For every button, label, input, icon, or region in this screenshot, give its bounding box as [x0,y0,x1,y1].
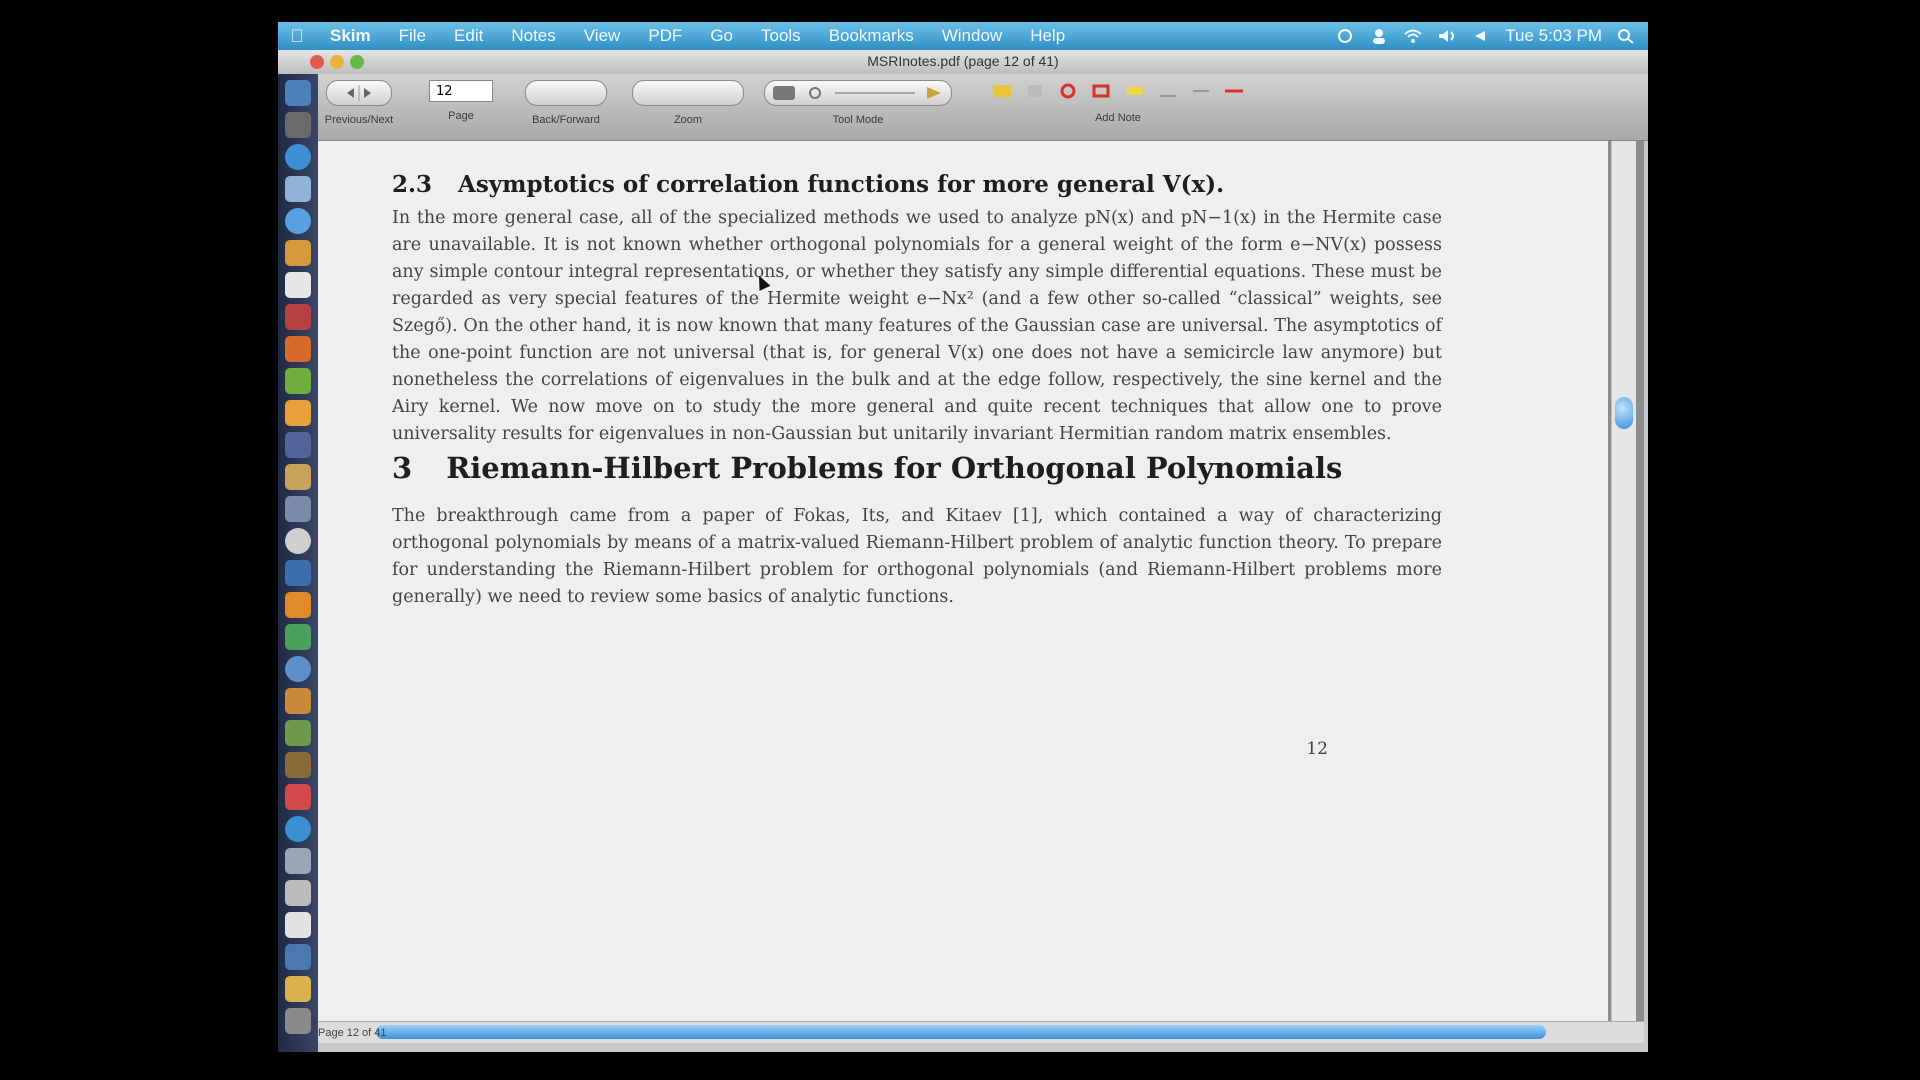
back-forward-label: Back/Forward [532,114,600,126]
menubar-clock[interactable]: Tue 5:03 PM [1505,26,1602,45]
trash-icon[interactable] [285,1008,311,1034]
battery-icon[interactable] [1471,28,1491,44]
app-icon[interactable] [285,656,311,682]
menu-pdf[interactable]: PDF [648,26,683,45]
window-title: MSRInotes.pdf (page 12 of 41) [867,53,1059,69]
app-icon[interactable] [285,112,311,138]
circle-note-icon[interactable] [1057,83,1079,99]
safari-icon[interactable] [285,144,311,170]
pdf-view[interactable] [318,141,1644,1042]
horizontal-scroll-thumb[interactable] [376,1025,1546,1039]
status-menus [1335,26,1648,46]
zoom-control[interactable] [632,80,744,106]
page-number: 12 [1306,739,1328,759]
volume-icon[interactable] [1437,28,1457,44]
app-icon[interactable] [285,784,311,810]
page-label: Page [448,110,474,122]
text-note-icon[interactable] [991,83,1013,99]
app-icon[interactable] [285,976,311,1002]
app-icon[interactable] [285,880,311,906]
screen [278,22,1648,1052]
status-bar-text: Page 12 of 41 [318,1027,387,1039]
finder-icon[interactable] [285,80,311,106]
section-heading [392,171,1224,198]
underline-note-icon[interactable] [1157,83,1179,99]
section-title: Asymptotics of correlation functions for more general V(x). [458,171,1225,198]
section-title: Riemann-Hilbert Problems for Orthogonal Polynomials [446,451,1343,485]
menu-tools[interactable]: Tools [761,26,801,45]
strikeout-note-icon[interactable] [1190,83,1212,99]
app-icon[interactable] [285,464,311,490]
back-forward-group [510,80,622,126]
vertical-scrollbar[interactable] [1611,141,1636,1021]
app-icon[interactable] [285,912,311,938]
browser-icon[interactable] [285,208,311,234]
add-note-group [968,80,1268,124]
app-icon[interactable] [285,624,311,650]
menu-notes[interactable]: Notes [511,26,556,45]
menu-edit[interactable]: Edit [454,26,484,45]
menu-help[interactable]: Help [1030,26,1066,45]
user-icon[interactable] [1369,28,1389,44]
section-heading [392,451,1342,485]
spotlight-search-icon[interactable] [1616,28,1636,44]
menu-bar [278,22,1648,50]
body-paragraph: The breakthrough came from a paper of Fokas, Its, and Kitaev [1], which contained a way of characterizing orthogonal polynomials by means of a matrix-valued Riemann-Hilbert problem of analytic function theory. To prepare for understanding the Riemann-Hilbert problem for orthogonal polynomials (and Riemann-Hilbert problems more generally) we need to review some basics of analytic functions. [392,506,1442,607]
app-icon[interactable] [285,720,311,746]
vertical-scroll-thumb[interactable] [1615,397,1633,429]
app-icon[interactable] [285,592,311,618]
sync-icon[interactable] [1335,28,1355,44]
highlight-note-icon[interactable] [1124,83,1146,99]
back-forward-buttons[interactable] [525,80,607,106]
page-number-field[interactable]: 12 [429,80,493,102]
horizontal-scrollbar[interactable] [318,1021,1644,1043]
menu-view[interactable]: View [583,26,621,45]
body-paragraph: In the more general case, all of the specialized methods we used to analyze pN(x) and pN−1(x) in the Hermite case are unavailable. It is not known whether orthogonal polynomials for a general weight of the form e−NV(x) possess any simple contour integral representations, or whether they satisfy any simple differential equations. These must be regarded as very special features of the Hermite weight e−Nx² (and a few other so-called “classical” weights, see Szegő). On the other hand, it is now known that many features of the Gaussian case are universal. The asymptotics of the one-point function are not universal (that is, for general V(x) one does not have a semicircle law anymore) but nonetheless the correlations of eigenvalues in the bulk and at the edge follow, respectively, the sine kernel and the Airy kernel. We now move on to study the more general and quite recent techniques that allow one to prove universality results for eigenvalues in non-Gaussian but unitarily invariant Hermitian random matrix ensembles. [392,208,1442,444]
section-number: 2.3 [392,171,433,198]
line-note-icon[interactable] [1223,83,1245,99]
app-icon[interactable] [285,304,311,330]
previous-next-group [320,80,398,126]
tool-mode-group [758,80,958,126]
app-icon[interactable] [285,688,311,714]
add-note-buttons [968,80,1268,104]
window-title-bar [278,50,1648,74]
tool-mode-label: Tool Mode [832,114,884,126]
apple-icon[interactable] [278,26,316,47]
add-note-label: Add Note [1095,112,1141,124]
zoom-group [623,80,753,126]
pdf-page [318,141,1608,1021]
app-icon[interactable] [285,944,311,970]
menu-go[interactable]: Go [710,26,733,45]
app-icon[interactable] [285,336,311,362]
box-note-icon[interactable] [1090,83,1112,99]
app-icon[interactable] [285,432,311,458]
anchored-note-icon[interactable] [1024,83,1046,99]
section-number: 3 [392,451,413,485]
page-group [423,80,499,122]
app-icon[interactable] [285,496,311,522]
app-icon[interactable] [285,816,311,842]
menu-file[interactable]: File [398,26,427,45]
menu-skim[interactable]: Skim [330,26,371,45]
app-icon[interactable] [285,528,311,554]
dock [278,74,318,1052]
app-icon[interactable] [285,560,311,586]
previous-next-buttons[interactable] [326,80,392,106]
previous-next-label: Previous/Next [324,114,394,126]
zoom-label: Zoom [673,114,703,126]
app-icon[interactable] [285,848,311,874]
menu-bookmarks[interactable]: Bookmarks [828,26,914,45]
tool-mode-control[interactable] [764,80,952,106]
mail-icon[interactable] [285,176,311,202]
toolbar [278,74,1648,141]
app-icon[interactable] [285,368,311,394]
text-editor-icon[interactable] [285,272,311,298]
app-icon[interactable] [285,400,311,426]
wifi-icon[interactable] [1403,28,1423,44]
app-icon[interactable] [285,752,311,778]
app-icon[interactable] [285,240,311,266]
menu-window[interactable]: Window [941,26,1003,45]
